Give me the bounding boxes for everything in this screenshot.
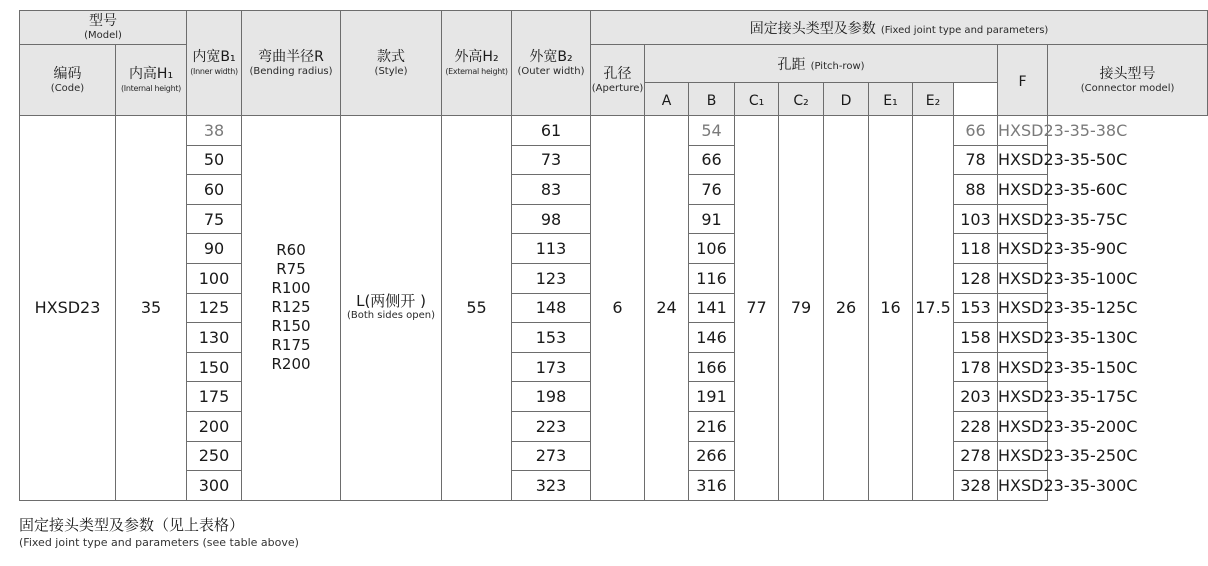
connector-model-cell: HXSD23-35-90C (998, 234, 1048, 264)
connector-model-cell: HXSD23-35-250C (998, 441, 1048, 471)
inner-width-cell: 38 (187, 116, 242, 146)
outer-width-cell: 113 (512, 234, 591, 264)
code-header: 编码 (Code) (20, 45, 116, 116)
connector-model-cell: HXSD23-35-125C (998, 293, 1048, 323)
a-cell: 24 (645, 116, 689, 501)
bending-radius-value: R60 (276, 241, 306, 260)
b-cell: 146 (689, 323, 735, 353)
b-cell: 116 (689, 263, 735, 293)
fixed-joint-header: 固定接头类型及参数 (Fixed joint type and parameters) (591, 11, 1208, 45)
f-cell: 328 (954, 471, 998, 501)
f-header: F (998, 45, 1048, 116)
connector-model-cell: HXSD23-35-300C (998, 471, 1048, 501)
outer-width-cell: 98 (512, 204, 591, 234)
f-cell: 178 (954, 352, 998, 382)
b-cell: 266 (689, 441, 735, 471)
inner-width-cell: 250 (187, 441, 242, 471)
inner-width-cell: 150 (187, 352, 242, 382)
d-header: D (824, 83, 869, 116)
bending-radius-value: R75 (276, 260, 306, 279)
f-cell: 103 (954, 204, 998, 234)
c1-cell: 77 (735, 116, 779, 501)
aperture-cell: 6 (591, 116, 645, 501)
outer-width-cell: 323 (512, 471, 591, 501)
c2-cell: 79 (779, 116, 824, 501)
f-cell: 78 (954, 145, 998, 175)
outer-width-cell: 83 (512, 175, 591, 205)
f-cell: 278 (954, 441, 998, 471)
f-cell: 158 (954, 323, 998, 353)
outer-width-cell: 198 (512, 382, 591, 412)
f-cell: 153 (954, 293, 998, 323)
spec-table (19, 10, 1208, 501)
outer-width-cell: 223 (512, 411, 591, 441)
external-height-cell: 55 (442, 116, 512, 501)
inner-width-cell: 50 (187, 145, 242, 175)
b-cell: 54 (689, 116, 735, 146)
b-cell: 166 (689, 352, 735, 382)
outer-width-header: 外宽B₂ (Outer width) (512, 11, 591, 116)
outer-width-cell: 123 (512, 263, 591, 293)
bending-radius-value: R100 (271, 279, 311, 298)
connector-model-cell: HXSD23-35-100C (998, 263, 1048, 293)
bending-radius-value: R200 (271, 355, 311, 374)
table-row (20, 116, 1208, 146)
style-en: (Both sides open) (346, 310, 436, 322)
style-cn: L(两侧开 ) (356, 292, 426, 311)
inner-width-cell: 200 (187, 411, 242, 441)
inner-width-cell: 60 (187, 175, 242, 205)
external-height-header: 外高H₂ (External height) (442, 11, 512, 116)
inner-width-cell: 90 (187, 234, 242, 264)
bending-radius-cell (242, 116, 341, 501)
e2-header: E₂ (913, 83, 954, 116)
outer-width-cell: 153 (512, 323, 591, 353)
connector-model-cell: HXSD23-35-38C (998, 116, 1048, 146)
inner-width-cell: 75 (187, 204, 242, 234)
f-cell: 128 (954, 263, 998, 293)
connector-model-cell: HXSD23-35-50C (998, 145, 1048, 175)
f-cell: 118 (954, 234, 998, 264)
bending-radius-value: R175 (271, 336, 311, 355)
outer-width-cell: 73 (512, 145, 591, 175)
connector-model-cell: HXSD23-35-150C (998, 352, 1048, 382)
connector-model-cell: HXSD23-35-75C (998, 204, 1048, 234)
outer-width-cell: 61 (512, 116, 591, 146)
outer-width-cell: 273 (512, 441, 591, 471)
footnote-cn: 固定接头类型及参数（见上表格） (19, 516, 245, 534)
e2-cell: 17.5 (913, 116, 954, 501)
connector-model-cell: HXSD23-35-175C (998, 382, 1048, 412)
b-cell: 316 (689, 471, 735, 501)
b-cell: 191 (689, 382, 735, 412)
f-cell: 203 (954, 382, 998, 412)
bending-radius-value: R125 (271, 298, 311, 317)
bending-radius-value: R150 (271, 317, 311, 336)
connector-model-cell: HXSD23-35-200C (998, 411, 1048, 441)
connector-model-cell: HXSD23-35-130C (998, 323, 1048, 353)
d-cell: 26 (824, 116, 869, 501)
aperture-header: 孔径 (Aperture) (591, 45, 645, 116)
inner-width-cell: 175 (187, 382, 242, 412)
b-cell: 141 (689, 293, 735, 323)
f-cell: 88 (954, 175, 998, 205)
b-cell: 66 (689, 145, 735, 175)
b-cell: 216 (689, 411, 735, 441)
bending-radius-header: 弯曲半径R (Bending radius) (242, 11, 341, 116)
inner-height-header: 内高H₁ (Internal height) (116, 45, 187, 116)
c1-header: C₁ (735, 83, 779, 116)
connector-model-cell: HXSD23-35-60C (998, 175, 1048, 205)
outer-width-cell: 173 (512, 352, 591, 382)
outer-width-cell: 148 (512, 293, 591, 323)
a-header: A (645, 83, 689, 116)
e1-header: E₁ (869, 83, 913, 116)
inner-width-cell: 125 (187, 293, 242, 323)
f-cell: 228 (954, 411, 998, 441)
code-cell: HXSD23 (20, 116, 116, 501)
f-cell: 66 (954, 116, 998, 146)
connector-model-header: 接头型号 (Connector model) (1048, 45, 1208, 116)
pitch-row-header: 孔距 (Pitch-row) (645, 45, 998, 83)
inner-width-cell: 100 (187, 263, 242, 293)
inner-width-cell: 130 (187, 323, 242, 353)
b-cell: 106 (689, 234, 735, 264)
footnote-en: (Fixed joint type and parameters (see table above) (19, 536, 299, 549)
spec-table-body (20, 116, 1208, 501)
inner-width-cell: 300 (187, 471, 242, 501)
b-header: B (689, 83, 735, 116)
b-cell: 91 (689, 204, 735, 234)
footnote (19, 515, 299, 551)
inner-width-header: 内宽B₁ (Inner width) (187, 11, 242, 116)
e1-cell: 16 (869, 116, 913, 501)
model-header: 型号 (Model) (20, 11, 187, 45)
style-cell (341, 116, 442, 501)
b-cell: 76 (689, 175, 735, 205)
inner-height-cell: 35 (116, 116, 187, 501)
c2-header: C₂ (779, 83, 824, 116)
style-header: 款式 (Style) (341, 11, 442, 116)
